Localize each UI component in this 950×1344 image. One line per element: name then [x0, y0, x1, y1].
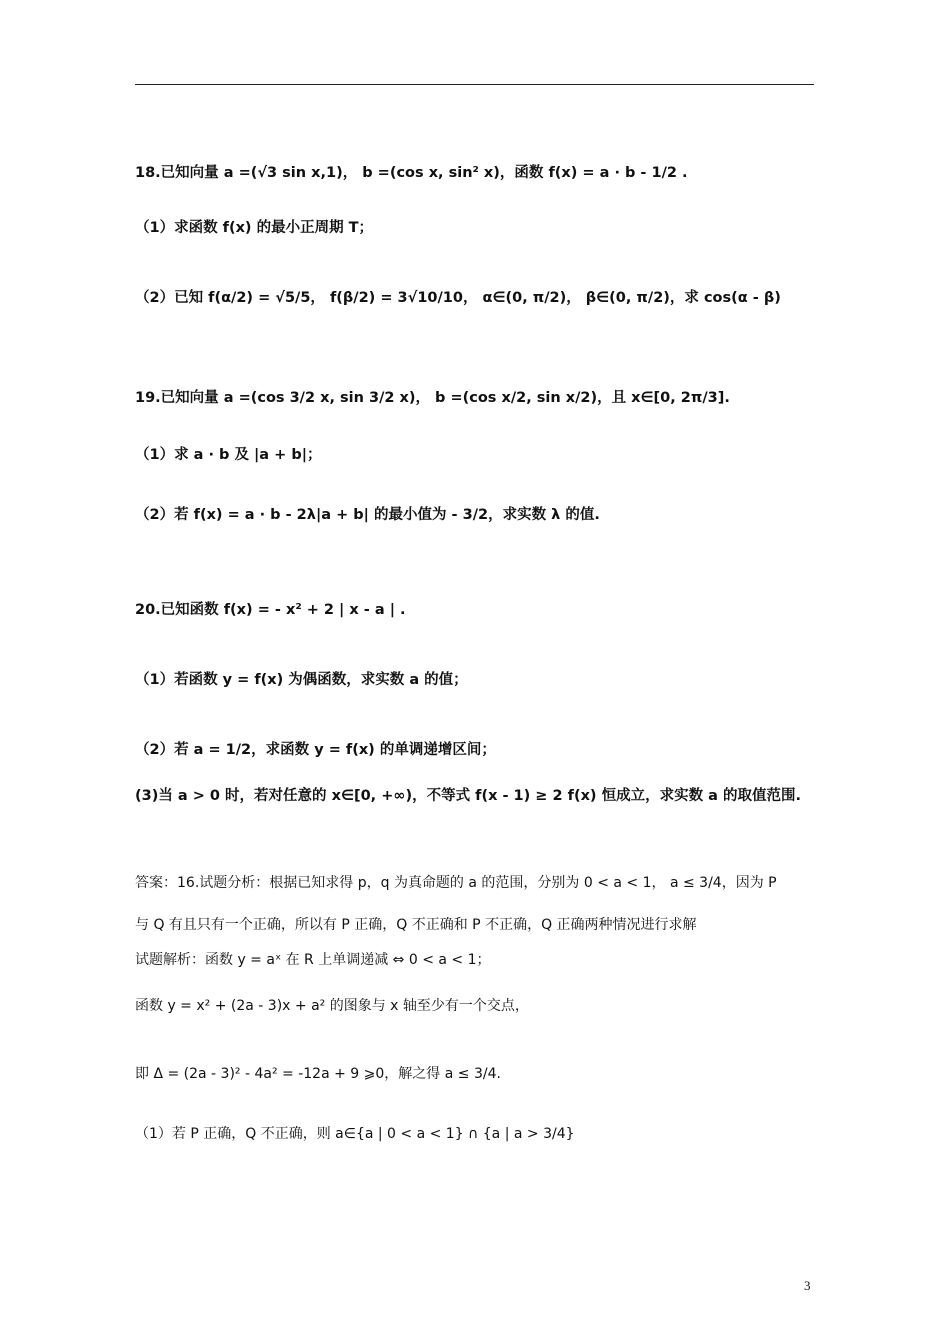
question-18-part-1: （1）求函数 f(x) 的最小正周期 T； [135, 220, 374, 236]
answer-line-6: （1）若 P 正确，Q 不正确，则 a∈{a | 0 < a < 1} ∩ {a | a > 3/4} [135, 1126, 575, 1142]
answer-line-2: 与 Q 有且只有一个正确，所以有 P 正确，Q 不正确和 P 不正确，Q 正确两种情况进行求解 [135, 917, 697, 933]
question-18: 18.已知向量 a =(√3 sin x,1)， b =(cos x, sin² x)，函数 f(x) = a · b - 1/2 . [135, 165, 688, 181]
answer-line-5: 即 Δ = (2a - 3)² - 4a² = -12a + 9 ⩾0，解之得 a ≤ 3/4. [135, 1066, 501, 1082]
header-rule [135, 84, 814, 85]
question-20-part-1: （1）若函数 y = f(x) 为偶函数，求实数 a 的值； [135, 672, 468, 688]
answer-line-1: 答案：16.试题分析：根据已知求得 p，q 为真命题的 a 的范围，分别为 0 < a < 1， a ≤ 3/4，因为 P [135, 875, 777, 891]
question-20-part-3: (3)当 a > 0 时，若对任意的 x∈[0, +∞)，不等式 f(x - 1) ≥ 2 f(x) 恒成立，求实数 a 的取值范围. [135, 788, 801, 804]
question-18-part-2: （2）已知 f(α/2) = √5/5， f(β/2) = 3√10/10， α∈(0, π/2)， β∈(0, π/2)，求 cos(α - β) [135, 290, 781, 306]
answer-line-3: 试题解析：函数 y = aˣ 在 R 上单调递减 ⇔ 0 < a < 1； [135, 952, 491, 968]
page-number: 3 [804, 1278, 811, 1293]
answer-line-4: 函数 y = x² + (2a - 3)x + a² 的图象与 x 轴至少有一个交点， [135, 998, 529, 1014]
question-19-part-1: （1）求 a · b 及 |a + b|； [135, 447, 322, 463]
question-19: 19.已知向量 a =(cos 3/2 x, sin 3/2 x)， b =(cos x/2, sin x/2)，且 x∈[0, 2π/3]. [135, 390, 730, 406]
question-20-part-2: （2）若 a = 1/2，求函数 y = f(x) 的单调递增区间； [135, 742, 496, 758]
question-20: 20.已知函数 f(x) = - x² + 2 | x - a | . [135, 602, 406, 618]
question-19-part-2: （2）若 f(x) = a · b - 2λ|a + b| 的最小值为 - 3/2，求实数 λ 的值. [135, 507, 600, 523]
